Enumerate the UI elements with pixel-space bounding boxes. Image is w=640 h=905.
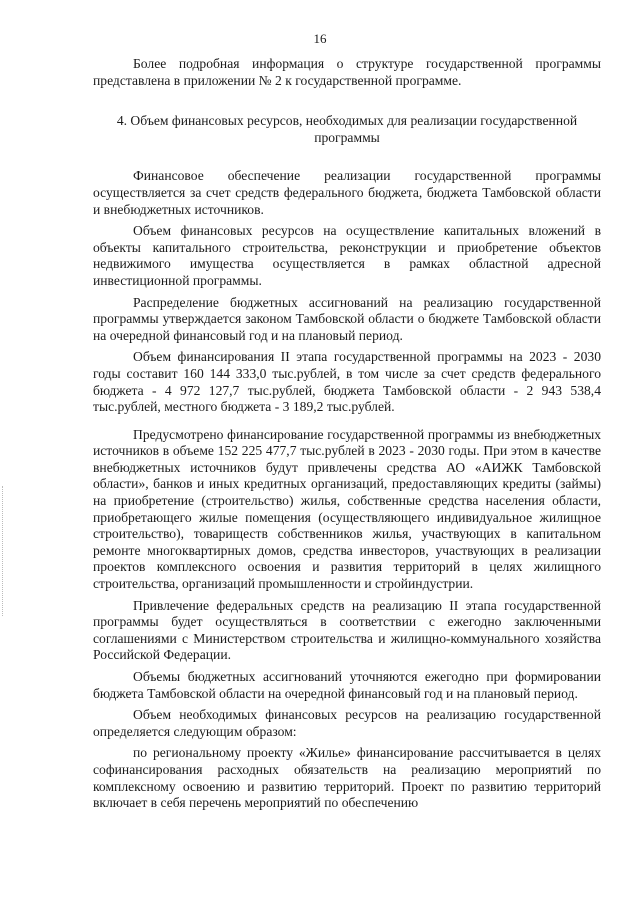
paragraph: Объем необходимых финансовых ресурсов на реализацию государственной определяется следующим образом: [93,707,601,739]
paragraph: Объемы бюджетных ассигнований уточняются ежегодно при формировании бюджета Тамбовской области на очередной финансовый год и на плановый период. [93,669,601,701]
intro-paragraph: Более подробная информация о структуре государственной программы представлена в приложении № 2 к государственной программе. [93,56,601,88]
document-body [93,56,601,812]
paragraph: Привлечение федеральных средств на реализацию II этапа государственной программы будет осуществляться в соответствии с ежегодно заключенными соглашениями с Министерством строительства и жилищно-коммунального хозяйства Российской Федерации. [93,597,601,663]
section-heading: 4. Объем финансовых ресурсов, необходимых для реализации государственной программы [116,113,578,145]
paragraph: Предусмотрено финансирование государственной программы из внебюджетных источников в объеме 152 225 477,7 тыс.рублей в 2023 - 2030 годы. При этом в качестве внебюджетных источников будут привлечены средства АО «АИЖК Тамбовской области», банков и иных кредитных организаций, предоставляющих кредиты (займы) на приобретение (строительство) жилья, собственные средства населения области, приобретающего жилые помещения (осуществляющего индивидуальное жилищное строительство), товариществ собственников жилья, участвующих в капитальном ремонте многоквартирных домов, средства инвесторов, участвующих в реализации проектов комплексного освоения и развития территорий в целях жилищного строительства, организаций промышленности и стройиндустрии. [93,426,601,592]
paragraph: Распределение бюджетных ассигнований на реализацию государственной программы утверждается законом Тамбовской области о бюджете Тамбовской области на очередной финансовый год и на плановый период. [93,294,601,343]
margin-mark [2,486,4,616]
paragraph: Объем финансирования II этапа государственной программы на 2023 - 2030 годы составит 160 144 333,0 тыс.рублей, в том числе за счет средств федерального бюджета - 4 972 127,7 тыс.рублей, бюджета Тамбовской области - 2 943 538,4 тыс.рублей, местного бюджета - 3 189,2 тыс.рублей. [93,349,601,415]
paragraph: по региональному проекту «Жилье» финансирование рассчитывается в целях софинансирования расходных обязательств на реализацию мероприятий по комплексному освоению и развитию территорий. Проект по развитию территорий включает в себя перечень мероприятий по обеспечению [93,745,601,811]
page-number: 16 [313,31,327,46]
paragraph: Объем финансовых ресурсов на осуществление капитальных вложений в объекты капитального строительства, реконструкции и приобретение объектов недвижимого имущества осуществляется в рамках областной адресной инвестиционной программы. [93,223,601,288]
paragraph: Финансовое обеспечение реализации государственной программы осуществляется за счет средств федерального бюджета, бюджета Тамбовской области и внебюджетных источников. [93,168,601,217]
